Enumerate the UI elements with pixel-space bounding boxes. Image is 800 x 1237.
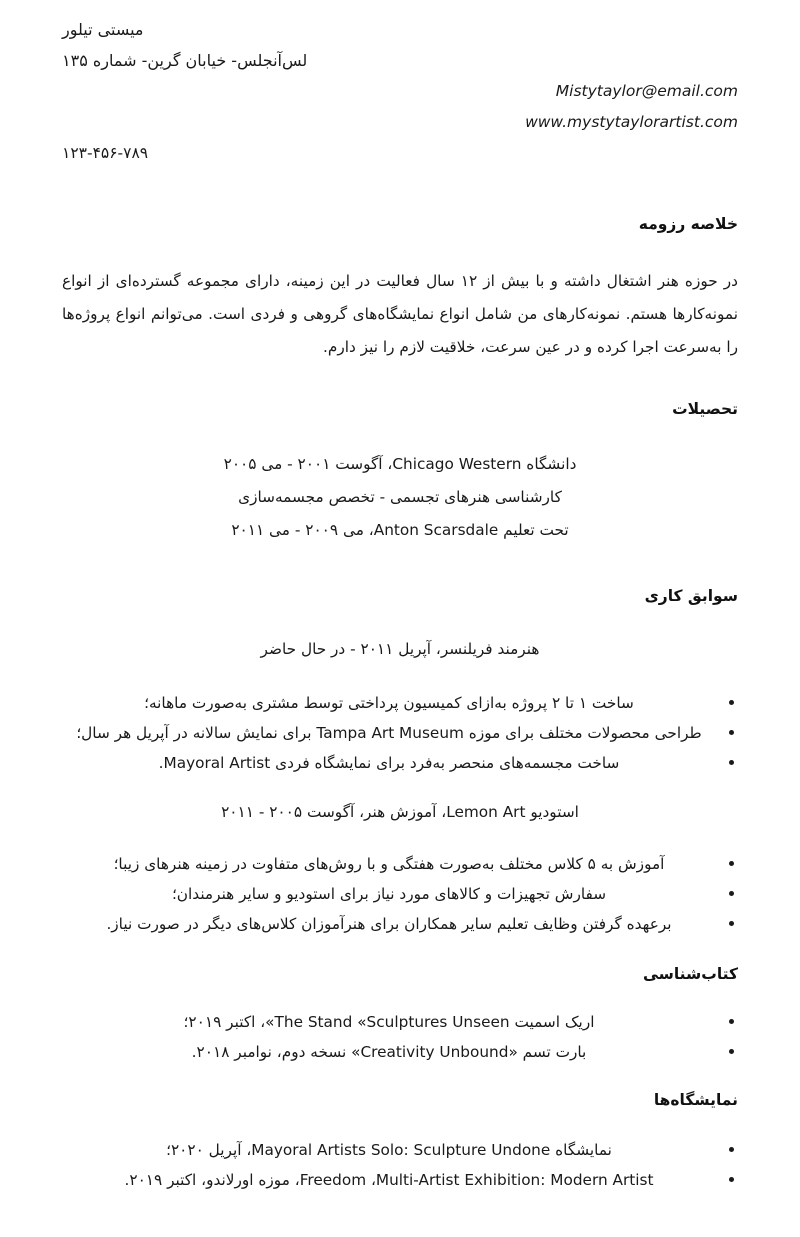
section-title-education: تحصیلات: [672, 400, 738, 418]
list-item: سفارش تجهیزات و کالاهای مورد نیاز برای استودیو و سایر هنرمندان؛: [62, 879, 738, 909]
list-item: ساخت ۱ تا ۲ پروژه به‌ازای کمیسیون پرداختی توسط مشتری به‌صورت ماهانه؛: [62, 688, 738, 718]
candidate-phone: ۱۲۳-۴۵۶-۷۸۹: [62, 144, 149, 162]
experience-job: [62, 633, 738, 666]
education-entry: دانشگاه Chicago Western، آگوست ۲۰۰۱ - می ۲۰۰۵: [223, 455, 577, 473]
list-item: اریک اسمیت The Stand «Sculptures Unseen»، اکتبر ۲۰۱۹؛: [62, 1007, 738, 1037]
list-item: نمایشگاه Mayoral Artists Solo: Sculpture Undone، آپریل ۲۰۲۰؛: [62, 1135, 738, 1165]
exhibitions-list: [62, 1135, 738, 1195]
list-item: بارت تسم «Creativity Unbound» نسخه دوم، نوامبر ۲۰۱۸.: [62, 1037, 738, 1067]
list-item: ساخت مجسمه‌های منحصر به‌فرد برای نمایشگاه فردی Mayoral Artist.: [62, 748, 738, 778]
candidate-website[interactable]: www.mystytaylorartist.com: [525, 113, 738, 131]
candidate-email[interactable]: Mistytaylor@email.com: [555, 82, 738, 100]
list-item: Freedom ،Multi-Artist Exhibition: Modern Artist، موزه اورلاندو، اکتبر ۲۰۱۹.: [62, 1165, 738, 1195]
section-title-experience: سوابق کاری: [644, 587, 738, 605]
education-entries: [62, 448, 738, 547]
bibliography-list: [62, 1007, 738, 1067]
section-title-bibliography: کتاب‌شناسی: [642, 965, 738, 983]
candidate-address: لس‌آنجلس- خیابان گرین- شماره ۱۳۵: [62, 51, 308, 70]
job-title: استودیو Lemon Art، آموزش هنر، آگوست ۲۰۰۵ - ۲۰۱۱: [221, 803, 579, 821]
education-entry: تحت تعلیم Anton Scarsdale، می ۲۰۰۹ - می ۲۰۱۱: [231, 521, 569, 539]
job-bullets: [62, 849, 738, 939]
section-title-exhibitions: نمایشگاه‌ها: [653, 1091, 738, 1109]
list-item: برعهده گرفتن وظایف تعلیم سایر همکاران برای هنرآموزان کلاس‌های دیگر در صورت نیاز.: [62, 909, 738, 939]
education-entry: کارشناسی هنرهای تجسمی - تخصص مجسمه‌سازی: [238, 488, 562, 506]
candidate-name: میستی تیلور: [62, 20, 144, 39]
list-item: آموزش به ۵ کلاس مختلف به‌صورت هفتگی و با روش‌های متفاوت در زمینه هنرهای زیبا؛: [62, 849, 738, 879]
summary-paragraph: در حوزه هنر اشتغال داشته و با بیش از ۱۲ سال فعالیت در این زمینه، دارای مجموعه گسترده‌ای از انواع نمونه‌کارها هستم. نمونه‌کارهای من شامل انواع نمایشگاه‌های گروهی و فردی است. می‌توانم انواع پروژه‌ها را به‌سرعت اجرا کرده و در عین سرعت، خلاقیت لازم را نیز دارم.: [62, 272, 738, 356]
contact-header: [62, 14, 738, 169]
job-bullets: [62, 688, 738, 778]
experience-job: [62, 796, 738, 829]
job-title: هنرمند فریلنسر، آپریل ۲۰۱۱ - در حال حاضر: [260, 640, 540, 658]
section-title-summary: خلاصه رزومه: [638, 215, 738, 233]
list-item: طراحی محصولات مختلف برای موزه Tampa Art Museum برای نمایش سالانه در آپریل هر سال؛: [62, 718, 738, 748]
